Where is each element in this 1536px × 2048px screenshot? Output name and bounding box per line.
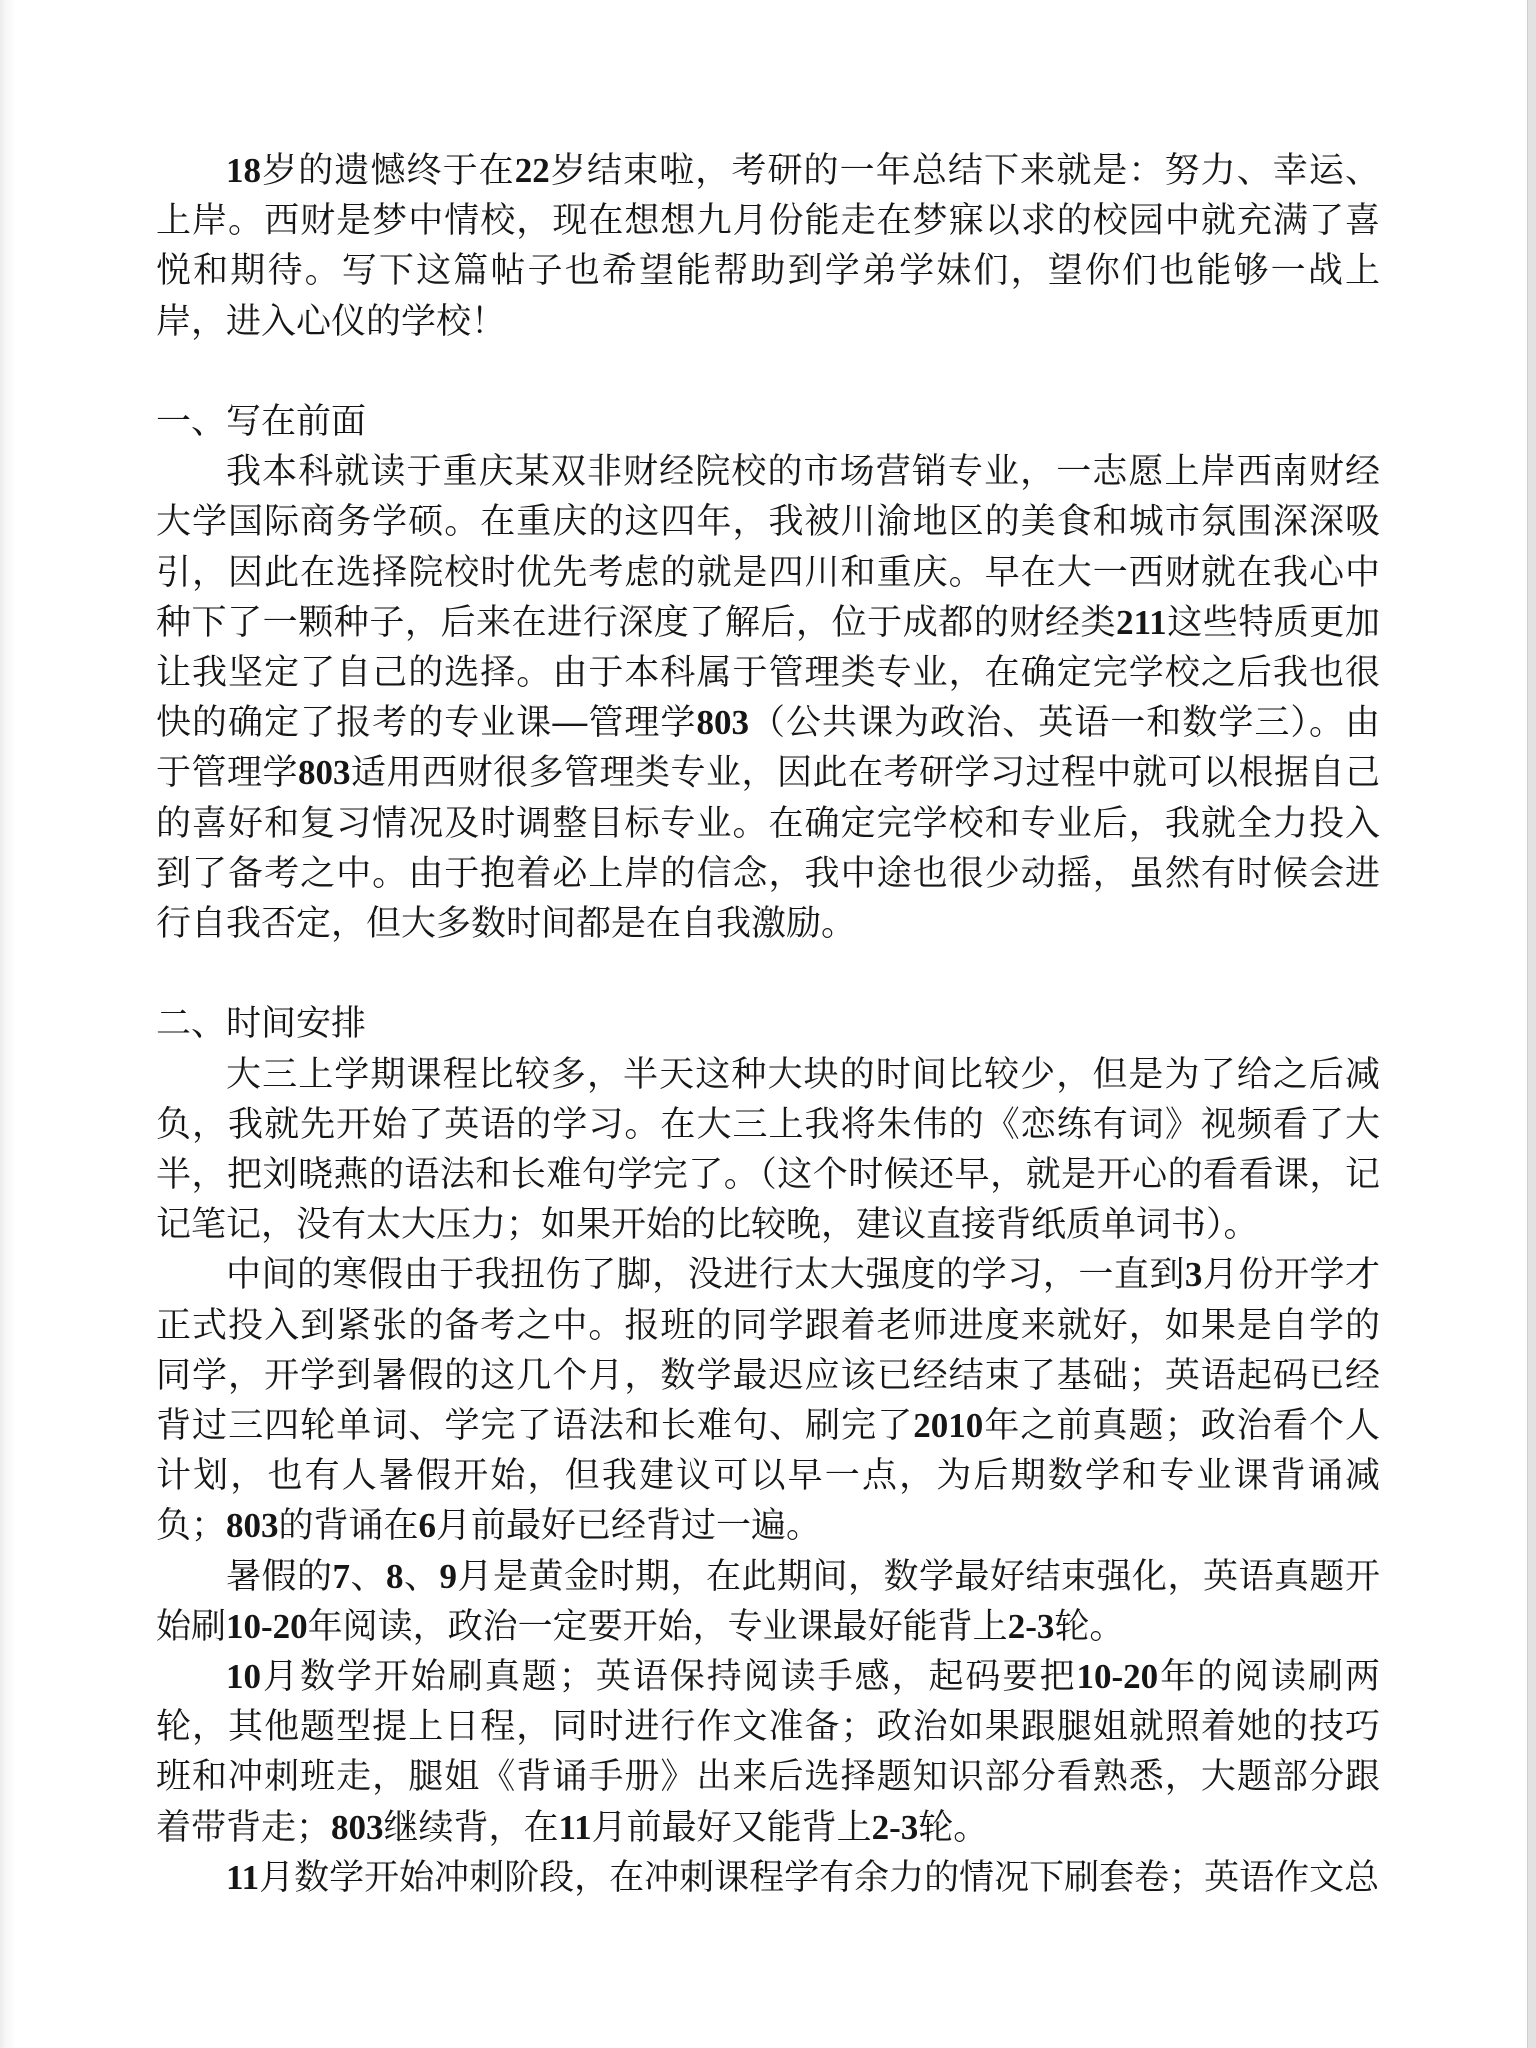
intro-paragraph: 18岁的遗憾终于在22岁结束啦，考研的一年总结下来就是：努力、幸运、上岸。西财是梦中情校，现在想想九月份能走在梦寐以求的校园中就充满了喜悦和期待。写下这篇帖子也希望能帮助到学弟学妹们，望你们也能够一战上岸，进入心仪的学校！ (156, 151, 1380, 341)
section-1-heading: 一、写在前面 (156, 402, 367, 441)
document-body (156, 146, 1380, 1903)
section-2-paragraph-3: 暑假的7、8、9月是黄金时期，在此期间，数学最好结束强化，英语真题开始刷10-20年阅读，政治一定要开始，专业课最好能背上2-3轮。 (156, 1556, 1380, 1646)
section-2-paragraph-4: 10月数学开始刷真题；英语保持阅读手感，起码要把10-20年的阅读刷两轮，其他题型提上日程，同时进行作文准备；政治如果跟腿姐就照着她的技巧班和冲刺班走，腿姐《背诵手册》出来后选择题知识部分看熟悉，大题部分跟着带背走；803继续背，在11月前最好又能背上2-3轮。 (156, 1657, 1380, 1847)
page-right-edge-shading (1527, 0, 1536, 2048)
section-2-paragraph-1: 大三上学期课程比较多，半天这种大块的时间比较少，但是为了给之后减负，我就先开始了英语的学习。在大三上我将朱伟的《恋练有词》视频看了大半，把刘晓燕的语法和长难句学完了。（这个时候还早，就是开心的看看课，记记笔记，没有太大压力；如果开始的比较晚，建议直接背纸质单词书）。 (156, 1054, 1380, 1245)
section-1-paragraph-1: 我本科就读于重庆某双非财经院校的市场营销专业，一志愿上岸西南财经大学国际商务学硕。在重庆的这四年，我被川渝地区的美食和城市氛围深深吸引，因此在选择院校时优先考虑的就是四川和重庆。早在大一西财就在我心中种下了一颗种子，后来在进行深度了解后，位于成都的财经类211这些特质更加让我坚定了自己的选择。由于本科属于管理类专业，在确定完学校之后我也很快的确定了报考的专业课—管理学803（公共课为政治、英语一和数学三）。由于管理学803适用西财很多管理类专业，因此在考研学习过程中就可以根据自己的喜好和复习情况及时调整目标专业。在确定完学校和专业后，我就全力投入到了备考之中。由于抱着必上岸的信念，我中途也很少动摇，虽然有时候会进行自我否定，但大多数时间都是在自我激励。 (156, 452, 1380, 944)
page-left-edge-shading (0, 0, 16, 2048)
section-2-paragraph-5: 11月数学开始冲刺阶段，在冲刺课程学有余力的情况下刷套卷；英语作文总 (226, 1857, 1380, 1897)
section-2-heading: 二、时间安排 (156, 1004, 367, 1044)
section-2-paragraph-2: 中间的寒假由于我扭伤了脚，没进行太大强度的学习，一直到3月份开学才正式投入到紧张的备考之中。报班的同学跟着老师进度来就好，如果是自学的同学，开学到暑假的这几个月，数学最迟应该已经结束了基础；英语起码已经背过三四轮单词、学完了语法和长难句、刷完了2010年之前真题；政治看个人计划，也有人暑假开始，但我建议可以早一点，为后期数学和专业课背诵减负；803的背诵在6月前最好已经背过一遍。 (156, 1255, 1380, 1546)
